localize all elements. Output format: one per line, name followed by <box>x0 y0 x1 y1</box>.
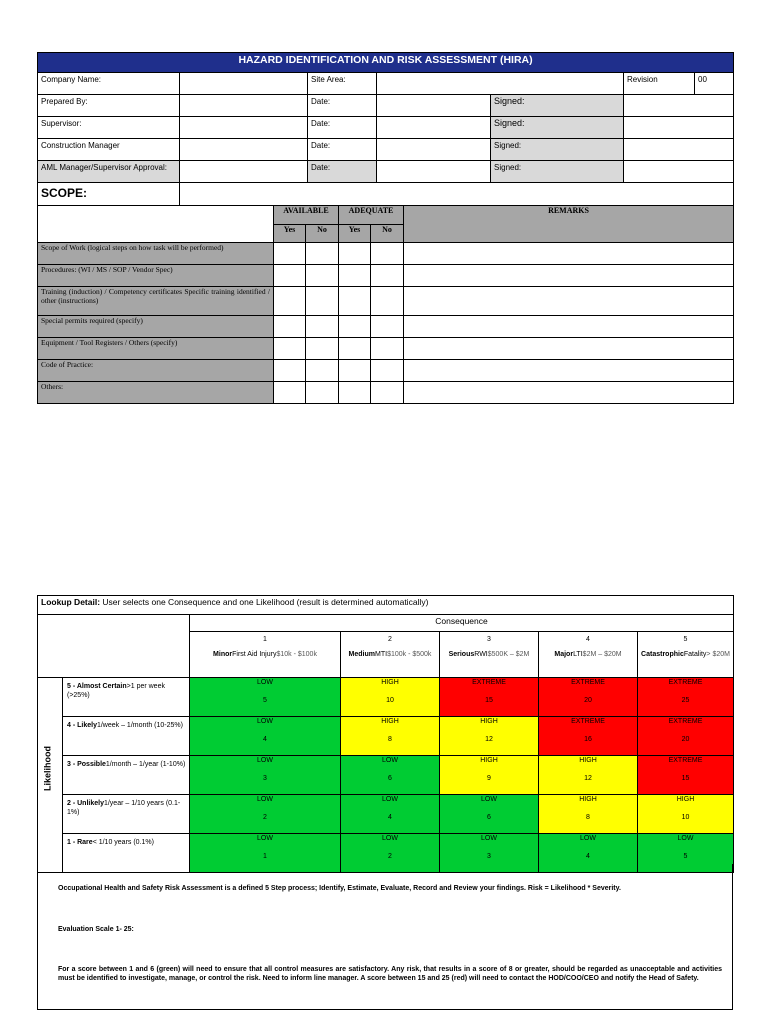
adequate-no-cell[interactable] <box>371 382 404 404</box>
revision-value[interactable]: 00 <box>695 73 734 95</box>
remarks-cell[interactable] <box>404 338 734 360</box>
prepared-by-label: Prepared By: <box>38 95 180 117</box>
risk-score: 12 <box>584 775 592 782</box>
checklist-item: Procedures: (WI / MS / SOP / Vendor Spec) <box>38 265 274 287</box>
risk-score: 20 <box>584 697 592 704</box>
date-label: Date: <box>308 139 377 161</box>
likelihood-name: 3 - Possible <box>67 761 106 768</box>
remarks-cell[interactable] <box>404 316 734 338</box>
risk-cell <box>341 678 440 717</box>
available-no-cell[interactable] <box>306 265 339 287</box>
risk-matrix <box>37 595 734 873</box>
risk-cell <box>341 756 440 795</box>
supervisor-field[interactable] <box>180 117 308 139</box>
risk-level: LOW <box>382 796 398 803</box>
signed-field[interactable] <box>624 139 734 161</box>
signed-field[interactable] <box>624 117 734 139</box>
likelihood-label: Likelihood <box>42 746 53 791</box>
remarks-cell[interactable] <box>404 243 734 265</box>
risk-cell <box>539 678 638 717</box>
risk-score: 3 <box>487 853 491 860</box>
remarks-cell[interactable] <box>404 382 734 404</box>
risk-cell <box>440 756 539 795</box>
risk-score: 4 <box>388 814 392 821</box>
revision-label: Revision <box>624 73 695 95</box>
risk-level: LOW <box>257 835 273 842</box>
risk-cell <box>190 756 341 795</box>
notes-scale: Evaluation Scale 1- 25: <box>58 926 134 933</box>
risk-cell <box>440 795 539 834</box>
available-no-cell[interactable] <box>306 360 339 382</box>
table-row <box>38 265 734 287</box>
likelihood-desc: 1/year – 1/10 years (0.1-1%) <box>67 800 181 816</box>
table-row <box>38 360 734 382</box>
likelihood-row <box>38 717 734 756</box>
risk-level: LOW <box>580 835 596 842</box>
risk-cell <box>638 678 734 717</box>
risk-level: LOW <box>382 835 398 842</box>
adequate-no-cell[interactable] <box>371 287 404 316</box>
checklist-corner <box>38 206 274 243</box>
risk-level: EXTREME <box>472 679 506 686</box>
signed-label: Signed: <box>491 117 624 139</box>
consequence-cost: $10k - $100k <box>276 651 317 658</box>
consequence-col-5[interactable] <box>638 632 734 678</box>
risk-level: HIGH <box>381 679 399 686</box>
lookup-title-bold: Lookup Detail: <box>41 597 101 607</box>
likelihood-name: 1 - Rare <box>67 839 93 846</box>
consequence-cost: > $20M <box>706 651 730 658</box>
risk-score: 8 <box>388 736 392 743</box>
consequence-desc: RWI <box>474 651 488 658</box>
risk-score: 6 <box>487 814 491 821</box>
risk-level: LOW <box>257 718 273 725</box>
available-no-cell[interactable] <box>306 382 339 404</box>
scope-label: SCOPE: <box>38 183 180 206</box>
risk-cell <box>341 717 440 756</box>
risk-level: HIGH <box>480 718 498 725</box>
adequate-yes-cell[interactable] <box>339 265 371 287</box>
risk-score: 5 <box>263 697 267 704</box>
risk-level: EXTREME <box>668 679 703 686</box>
available-yes-header: Yes <box>274 225 306 243</box>
risk-level: LOW <box>481 835 497 842</box>
consequence-cost: $2M – $20M <box>582 651 622 658</box>
adequate-yes-cell[interactable] <box>339 338 371 360</box>
risk-level: LOW <box>382 757 398 764</box>
likelihood-level[interactable] <box>63 678 190 717</box>
construction-manager-label: Construction Manager <box>38 139 180 161</box>
consequence-col-3[interactable] <box>440 632 539 678</box>
table-row <box>38 382 734 404</box>
notes-process: Occupational Health and Safety Risk Assessment is a defined 5 Step process; Identify, Estimate, Evaluate, Record and Review your findings. Risk = Likelihood * Severity. <box>58 885 621 892</box>
matrix-corner <box>38 615 190 678</box>
likelihood-level[interactable] <box>63 795 190 834</box>
likelihood-level[interactable] <box>63 756 190 795</box>
signed-label: Signed: <box>491 161 624 183</box>
available-no-header: No <box>306 225 339 243</box>
consequence-number: 2 <box>388 636 392 643</box>
adequate-yes-cell[interactable] <box>339 243 371 265</box>
scope-field[interactable] <box>180 183 734 206</box>
risk-level: LOW <box>257 757 273 764</box>
construction-manager-field[interactable] <box>180 139 308 161</box>
checklist-item: Others: <box>38 382 274 404</box>
risk-level: EXTREME <box>668 718 703 725</box>
consequence-cost: $500K – $2M <box>487 651 530 658</box>
date-field[interactable] <box>377 161 491 183</box>
adequate-yes-cell[interactable] <box>339 287 371 316</box>
signed-label: Signed: <box>491 95 624 117</box>
likelihood-row <box>38 756 734 795</box>
risk-level: LOW <box>677 835 694 842</box>
lookup-title <box>38 596 734 615</box>
risk-cell <box>190 717 341 756</box>
checklist-item: Scope of Work (logical steps on how task will be performed) <box>38 243 274 265</box>
adequate-no-cell[interactable] <box>371 265 404 287</box>
consequence-col-2[interactable] <box>341 632 440 678</box>
adequate-header: ADEQUATE <box>339 206 404 225</box>
likelihood-desc: < 1/10 years (0.1%) <box>92 839 154 846</box>
adequate-no-cell[interactable] <box>371 243 404 265</box>
signed-field[interactable] <box>624 161 734 183</box>
consequence-name: Major <box>554 651 574 658</box>
signed-field[interactable] <box>624 95 734 117</box>
lookup-title-text: User selects one Consequence and one Likelihood (result is determined automatically) <box>100 597 429 607</box>
consequence-col-1[interactable] <box>190 632 341 678</box>
consequence-name: Minor <box>213 651 233 658</box>
date-label: Date: <box>308 95 377 117</box>
likelihood-row <box>38 795 734 834</box>
likelihood-desc: >1 per week (>25%) <box>67 683 165 699</box>
adequate-yes-header: Yes <box>339 225 371 243</box>
available-no-cell[interactable] <box>306 287 339 316</box>
checklist-table <box>37 205 734 404</box>
risk-cell <box>539 756 638 795</box>
available-yes-cell[interactable] <box>274 316 306 338</box>
available-yes-cell[interactable] <box>274 287 306 316</box>
available-no-cell[interactable] <box>306 338 339 360</box>
risk-level: HIGH <box>480 757 498 764</box>
available-yes-cell[interactable] <box>274 338 306 360</box>
risk-cell <box>638 756 734 795</box>
consequence-header: Consequence <box>190 615 734 632</box>
consequence-name: Medium <box>348 651 375 658</box>
table-row <box>38 316 734 338</box>
risk-score: 5 <box>683 853 688 860</box>
remarks-cell[interactable] <box>404 287 734 316</box>
likelihood-row <box>38 678 734 717</box>
consequence-desc: First Aid Injury <box>232 651 277 658</box>
risk-cell <box>440 717 539 756</box>
consequence-name: Serious <box>448 651 475 658</box>
risk-score: 9 <box>487 775 491 782</box>
adequate-no-cell[interactable] <box>371 316 404 338</box>
signed-label: Signed: <box>491 139 624 161</box>
risk-score: 3 <box>263 775 267 782</box>
approval-label: AML Manager/Supervisor Approval: <box>38 161 180 183</box>
notes-guidance: For a score between 1 and 6 (green) will need to ensure that all control measures are satisfactory. Any risk, that results in a score of 8 or greater, should be regarded as unacceptable and activities must be identified to investigate, manage, or control the risk. Need to inform line manager. A score between 15 and 25 (red) will need to contact the HOD/COO/CEO and notify the Head of Safety. <box>58 966 722 982</box>
risk-level: EXTREME <box>571 718 605 725</box>
adequate-no-header: No <box>371 225 404 243</box>
checklist-item: Equipment / Tool Registers / Others (specify) <box>38 338 274 360</box>
available-yes-cell[interactable] <box>274 360 306 382</box>
consequence-col-4[interactable] <box>539 632 638 678</box>
likelihood-name: 5 - Almost Certain <box>67 683 127 690</box>
risk-level: LOW <box>481 796 497 803</box>
consequence-desc: LTI <box>573 651 583 658</box>
adequate-no-cell[interactable] <box>371 338 404 360</box>
risk-cell <box>190 678 341 717</box>
supervisor-label: Supervisor: <box>38 117 180 139</box>
checklist-item: Code of Practice: <box>38 360 274 382</box>
hira-form <box>37 52 734 206</box>
company-name-field[interactable] <box>180 73 308 95</box>
company-name-label: Company Name: <box>38 73 180 95</box>
risk-score: 1 <box>263 853 267 860</box>
risk-level: EXTREME <box>668 757 703 764</box>
risk-score: 10 <box>386 697 394 704</box>
available-yes-cell[interactable] <box>274 382 306 404</box>
checklist-item: Training (induction) / Competency certificates Specific training identified / other (instructions) <box>38 287 274 316</box>
form-title: HAZARD IDENTIFICATION AND RISK ASSESSMENT (HIRA) <box>38 53 734 73</box>
risk-score: 16 <box>584 736 592 743</box>
site-area-field[interactable] <box>377 73 624 95</box>
risk-cell <box>638 717 734 756</box>
risk-level: LOW <box>257 796 273 803</box>
remarks-cell[interactable] <box>404 265 734 287</box>
risk-level: LOW <box>257 679 273 686</box>
risk-cell <box>539 717 638 756</box>
risk-score: 6 <box>388 775 392 782</box>
risk-cell <box>440 678 539 717</box>
risk-score: 8 <box>586 814 590 821</box>
table-row <box>38 287 734 316</box>
likelihood-desc: 1/week – 1/month (10-25%) <box>96 722 183 729</box>
consequence-name: Catastrophic <box>641 651 684 658</box>
date-label: Date: <box>308 161 377 183</box>
risk-score: 10 <box>681 814 690 821</box>
risk-score: 12 <box>485 736 493 743</box>
remarks-header: REMARKS <box>404 206 734 243</box>
risk-level: HIGH <box>381 718 399 725</box>
risk-score: 15 <box>681 775 690 782</box>
table-row <box>38 243 734 265</box>
remarks-cell[interactable] <box>404 360 734 382</box>
date-field[interactable] <box>377 139 491 161</box>
risk-score: 15 <box>485 697 493 704</box>
table-row <box>38 338 734 360</box>
consequence-cost: $100k - $500k <box>387 651 432 658</box>
risk-cell <box>539 795 638 834</box>
likelihood-name: 4 - Likely <box>67 722 97 729</box>
consequence-number: 5 <box>683 636 688 643</box>
risk-level: HIGH <box>676 796 695 803</box>
risk-cell <box>638 795 734 834</box>
risk-score: 4 <box>263 736 267 743</box>
risk-level: HIGH <box>579 796 597 803</box>
approval-field[interactable] <box>180 161 308 183</box>
likelihood-name: 2 - Unlikely <box>67 800 104 807</box>
date-field[interactable] <box>377 117 491 139</box>
risk-cell <box>341 795 440 834</box>
likelihood-level[interactable] <box>63 717 190 756</box>
consequence-desc: MTI <box>375 651 388 658</box>
likelihood-desc: 1/month – 1/year (1-10%) <box>105 761 186 768</box>
risk-score: 2 <box>263 814 267 821</box>
consequence-number: 1 <box>263 636 267 643</box>
consequence-number: 3 <box>487 636 491 643</box>
available-no-cell[interactable] <box>306 316 339 338</box>
likelihood-axis <box>38 678 63 873</box>
date-label: Date: <box>308 117 377 139</box>
risk-score: 20 <box>681 736 690 743</box>
available-yes-cell[interactable] <box>274 243 306 265</box>
risk-cell <box>190 795 341 834</box>
adequate-yes-cell[interactable] <box>339 382 371 404</box>
adequate-yes-cell[interactable] <box>339 360 371 382</box>
adequate-no-cell[interactable] <box>371 360 404 382</box>
available-no-cell[interactable] <box>306 243 339 265</box>
prepared-by-field[interactable] <box>180 95 308 117</box>
consequence-desc: Fatality <box>683 651 707 658</box>
available-header: AVAILABLE <box>274 206 339 225</box>
adequate-yes-cell[interactable] <box>339 316 371 338</box>
checklist-item: Special permits required (specify) <box>38 316 274 338</box>
risk-level: HIGH <box>579 757 597 764</box>
available-yes-cell[interactable] <box>274 265 306 287</box>
risk-score: 4 <box>586 853 590 860</box>
site-area-label: Site Area: <box>308 73 377 95</box>
date-field[interactable] <box>377 95 491 117</box>
risk-level: EXTREME <box>571 679 605 686</box>
consequence-number: 4 <box>586 636 590 643</box>
risk-score: 2 <box>388 853 392 860</box>
risk-notes <box>37 864 733 1010</box>
risk-score: 25 <box>681 697 690 704</box>
